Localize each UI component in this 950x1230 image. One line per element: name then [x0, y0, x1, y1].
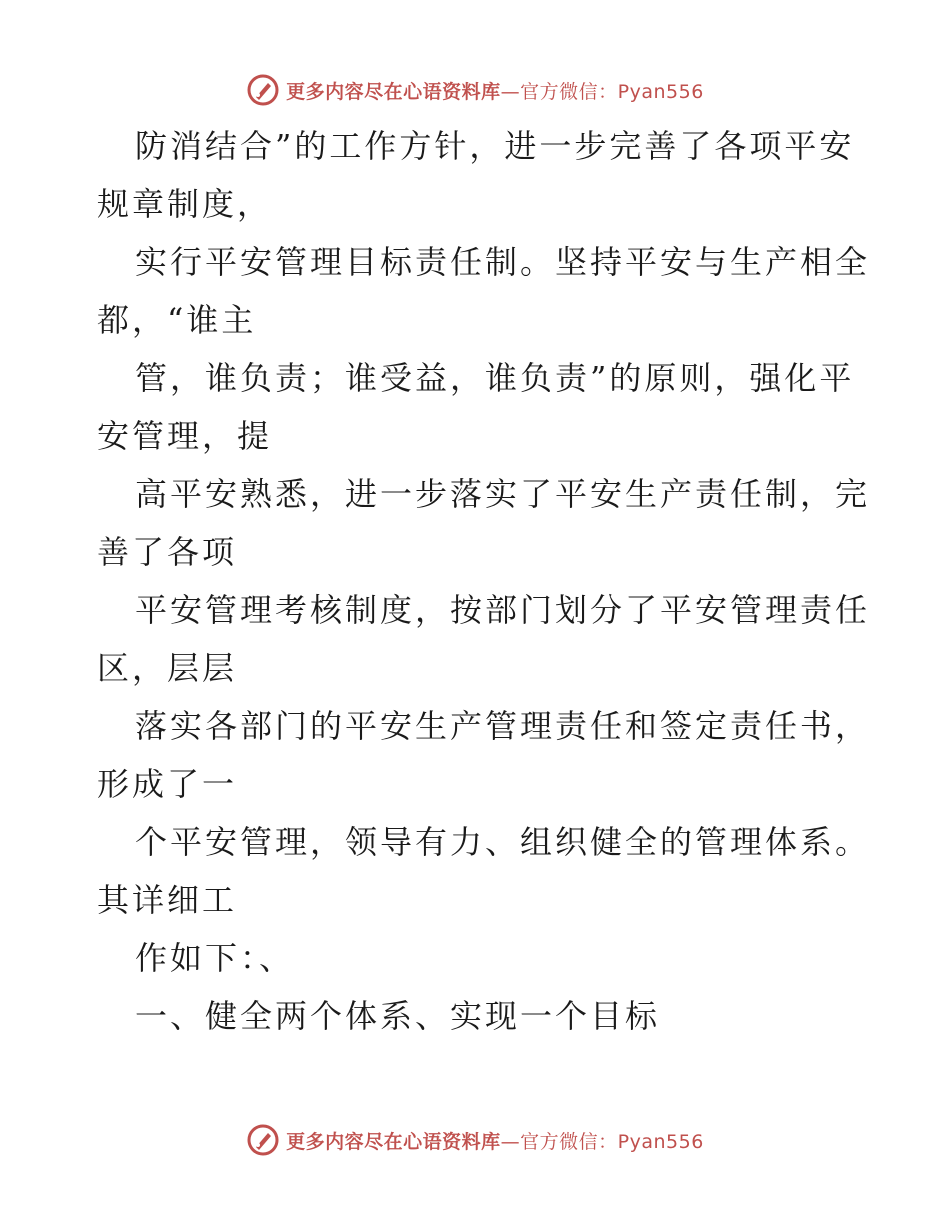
watermark-dash: —: [500, 80, 521, 103]
body-line-1: 防消结合”的工作方针，进一步完善了各项平安: [135, 127, 855, 165]
body-line-4: 都，“谁主: [97, 301, 257, 339]
watermark-text: [286, 1127, 704, 1154]
document-body: [97, 117, 871, 1045]
body-line-6: 安管理，提: [97, 417, 273, 455]
footer-watermark: [0, 1120, 950, 1160]
body-line-11: 落实各部门的平安生产管理责任和签定责任书，: [135, 707, 871, 745]
body-line-14: 其详细工: [97, 881, 238, 919]
body-line-7: 高平安熟悉，进一步落实了平安生产责任制，完: [135, 475, 871, 513]
header-watermark: [0, 70, 950, 110]
body-line-5: 管，谁负责；谁受益，谁负责”的原则，强化平: [135, 359, 855, 397]
section-heading: 一、健全两个体系、实现一个目标: [135, 997, 661, 1035]
body-line-12: 形成了一: [97, 765, 238, 803]
watermark-brand: 更多内容尽在心语资料库: [286, 1130, 501, 1153]
watermark-wechat: 官方微信：Pyan556: [520, 80, 704, 103]
pen-nib-circle-icon: [246, 1123, 280, 1157]
body-line-2: 规章制度，: [97, 185, 273, 223]
watermark-wechat: 官方微信：Pyan556: [520, 1130, 704, 1153]
watermark-text: [286, 77, 704, 104]
watermark-brand: 更多内容尽在心语资料库: [286, 80, 501, 103]
body-line-3: 实行平安管理目标责任制。坚持平安与生产相全: [135, 243, 871, 281]
watermark-dash: —: [500, 1130, 521, 1153]
pen-nib-circle-icon: [246, 73, 280, 107]
body-line-15: 作如下：、: [135, 939, 295, 977]
body-line-9: 平安管理考核制度，按部门划分了平安管理责任: [135, 591, 871, 629]
body-line-13: 个平安管理，领导有力、组织健全的管理体系。: [135, 823, 871, 861]
body-line-8: 善了各项: [97, 533, 238, 571]
body-line-10: 区，层层: [97, 649, 238, 687]
